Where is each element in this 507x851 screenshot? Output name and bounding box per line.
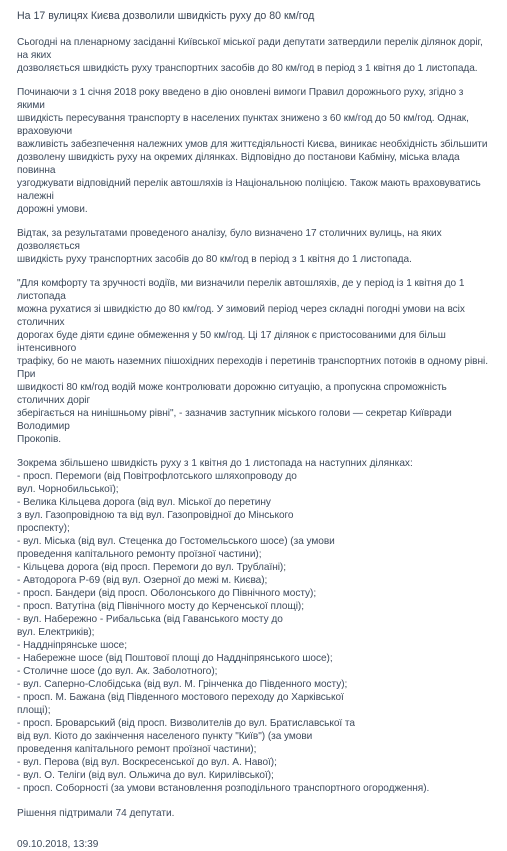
publish-date: 09.10.2018, 13:39: [17, 839, 99, 850]
list-item: - вул. Перова (від вул. Воскресенської до вул. А. Навої);: [17, 757, 277, 768]
list-item: - вул. Саперно-Слобідська (від вул. М. Грінченка до Південного мосту);: [17, 679, 348, 690]
quote-paragraph: "Для комфорту та зручності водіїв, ми визначили перелік автошляхів, де у період із 1 квітня до 1 листопада можна рухатися зі швидкістю до 80 км/год. У зимовий період через складні погодні умови на всіх столичних дорогах буде діяти єдине обмеження у 50 км/год. Ці 17 ділянок є пристосованими для більш інтенсивного трафіку, бо не мають наземних пішохідних переходів і перетинів транспортних потоків в одному рівні. При швидкості 80 км/год водій може контролювати дорожню ситуацію, а пропускна спроможність столичних доріг зберігається на нинішньому рівні", - зазначив заступник міського голови — секретар Київради Володимир Прокопів.: [17, 278, 488, 445]
list-item: - просп. Ватутіна (від Північного мосту до Керченської площі);: [17, 601, 304, 612]
votes-text: Рішення підтримали 74 депутати.: [17, 808, 175, 819]
paragraph-3: Відтак, за результатами проведеного аналізу, було визначено 17 столичних вулиць, на яких дозволяється швидкість руху транспортних засобів до 80 км/год в період з 1 квітня до 1 листопада.: [17, 228, 442, 265]
list-item: - просп. Соборності (за умови встановлення розподільного транспортного огородження).: [17, 783, 430, 794]
article-title: На 17 вулицях Києва дозволили швидкість руху до 80 км/год: [17, 10, 315, 22]
list-item: - вул. Міська (від вул. Стеценка до Гостомельського шосе) (за умови проведення капітального ремонту проїзної частини);: [17, 536, 335, 560]
streets-list: [17, 470, 489, 795]
paragraph-1: Сьогодні на пленарному засіданні Київської міської ради депутати затвердили перелік ділянок доріг, на яких дозволяється швидкість руху транспортних засобів до 80 км/год в період з 1 квітня до 1 листопада.: [17, 37, 483, 74]
streets-list-intro: Зокрема збільшено швидкість руху з 1 квітня до 1 листопада на наступних ділянках:: [17, 458, 413, 469]
list-item: - Набережне шосе (від Поштової площі до Наддніпрянського шосе);: [17, 653, 333, 664]
list-item: - просп. Бандери (від просп. Оболонського до Північного мосту);: [17, 588, 317, 599]
list-item: - Кільцева дорога (від просп. Перемоги до вул. Трублаїні);: [17, 562, 286, 573]
list-item: - просп. М. Бажана (від Південного мостового переходу до Харківської площі);: [17, 692, 344, 716]
list-item: - Автодорога Р-69 (від вул. Озерної до межі м. Києва);: [17, 575, 268, 586]
list-item: - просп. Перемоги (від Повітрофлотського шляхопроводу до вул. Чорнобильської);: [17, 471, 297, 495]
list-item: - Наддніпрянське шосе;: [17, 640, 128, 651]
list-item: - просп. Броварський (від просп. Визволителів до вул. Братиславської та від вул. Кіото до закінчення населеного пункту "Київ") (за умови проведення капітального ремонт проїзної частини);: [17, 718, 355, 755]
paragraph-2: Починаючи з 1 січня 2018 року введено в дію оновлені вимоги Правил дорожнього руху, згідно з якими швидкість пересування транспорту в населених пунктах знижено з 60 км/год до 50 км/год. Однак, враховуючи важливість забезпечення належних умов для життєдіяльності Києва, виникає необхідність збільшити дозволену швидкість руху на окремих ділянках. Відповідно до постанови Кабміну, міська влада повинна узгоджувати відповідний перелік автошляхів із Національною поліцією. Також мають враховуватись належні дорожні умови.: [17, 87, 488, 215]
list-item: - Велика Кільцева дорога (від вул. Міської до перетину з вул. Газопровідною та від вул. Газопровідної до Мінського проспекту);: [17, 497, 294, 534]
list-item: - вул. Набережно - Рибальська (від Гаванського мосту до вул. Електриків);: [17, 614, 283, 638]
list-item: - Столичне шосе (до вул. Ак. Заболотного);: [17, 666, 218, 677]
list-item: - вул. О. Теліги (від вул. Ольжича до вул. Кирилівської);: [17, 770, 274, 781]
